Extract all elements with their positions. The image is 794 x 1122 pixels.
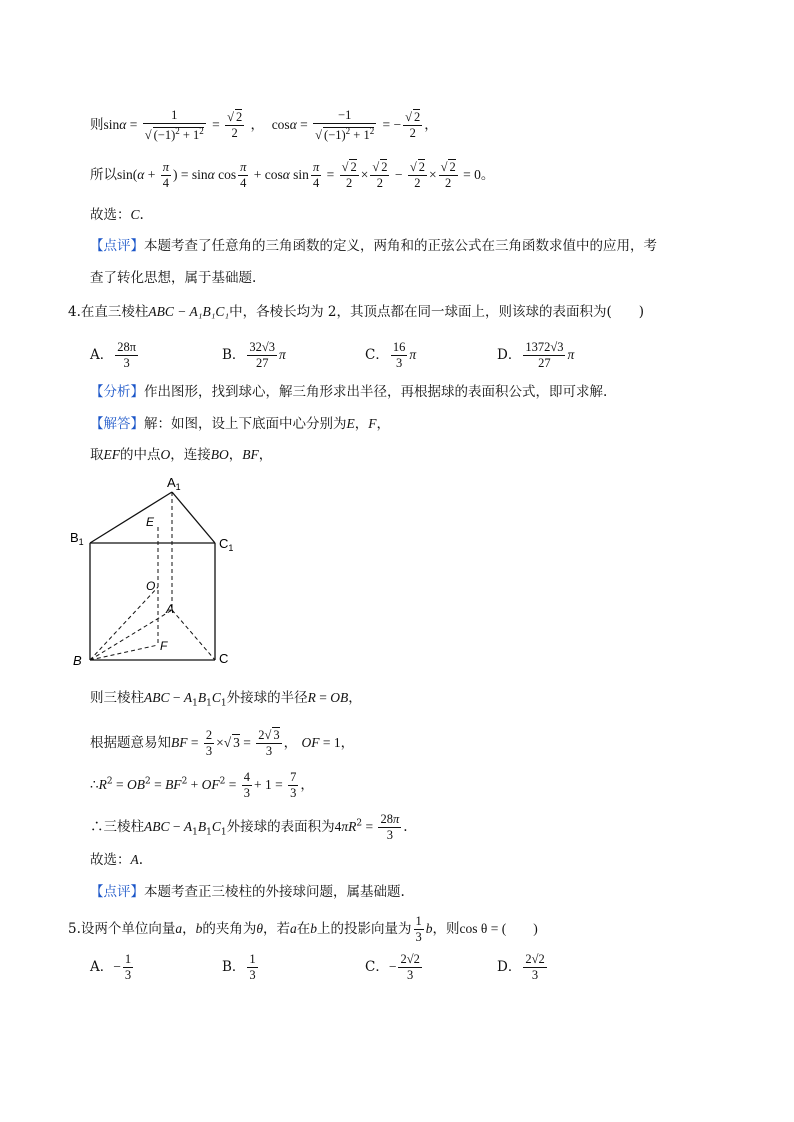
- q5-option-d[interactable]: [497, 952, 549, 983]
- label-e: E: [146, 515, 155, 529]
- option-label: C．: [365, 347, 389, 363]
- fraction: $\frac{1}{√ (-1)^2 + 1^2}$: [144, 108, 204, 143]
- question-number: 4.: [68, 304, 81, 320]
- prism-figure: [60, 470, 250, 675]
- text: 解：如图，设上下底面中心分别为: [144, 416, 347, 432]
- solution-tag: 【解答】: [90, 416, 144, 432]
- option-label: B．: [222, 959, 246, 975]
- comment-1-cont: [90, 268, 256, 288]
- option-label: B．: [222, 347, 246, 363]
- text: .: [138, 852, 144, 868]
- fraction: $\frac{2√ 3}{3}$: [258, 728, 280, 758]
- solution-line-sin-cos: 则sinα = $\frac{1}{√ (-1)^2 + 1^2}$ = $\frac{√ 2}{2}$ ， cosα = $\frac{-1}{√ (-1)^2 + 1^2}$ = − $\frac{√ 2}{2}$ ，: [90, 108, 438, 143]
- text: 则: [90, 117, 104, 134]
- solution-line-sum-formula: 所以sin(α + $\frac{\pi}{4}$ ) = sinα cos $\frac{\pi}{4}$ + cosα sin $\frac{\pi}{4}$ = $\frac{√ 2}{2}$ × $\frac{√ 2}{2}$ − $\frac{√ 2}{2}$ × $\frac{√ 2}{2}$ = 0。: [90, 160, 495, 190]
- text: ，连接: [170, 447, 211, 463]
- comment-1: [90, 236, 657, 256]
- q5-option-a[interactable]: [90, 952, 135, 983]
- vector-a: a: [175, 921, 183, 936]
- text: ，若: [263, 921, 291, 937]
- analysis: [90, 382, 607, 402]
- q4-option-d[interactable]: [497, 340, 574, 371]
- option-numerator: 1: [124, 952, 132, 966]
- q4-option-b[interactable]: [222, 340, 286, 371]
- text: ，则: [432, 921, 460, 937]
- option-denominator: 3: [249, 968, 256, 982]
- option-label: D．: [497, 347, 522, 363]
- option-denominator: 3: [531, 968, 539, 982]
- fraction: $\frac{\pi}{4}$: [162, 160, 169, 190]
- text: ，: [376, 416, 390, 432]
- text: 外接球的半径: [226, 690, 308, 706]
- fraction: $\frac{7}{3}$: [290, 770, 297, 800]
- radius-line: 则三棱柱ABC − $A_1B_1C_1$外接球的半径R = OB，: [90, 690, 362, 709]
- fraction: $\frac{√ 2}{2}$: [372, 160, 388, 190]
- label-c1: $C_1$: [219, 536, 234, 553]
- option-numerator: 16: [392, 340, 406, 354]
- option-label: A．: [90, 347, 114, 363]
- bf-line: 根据题意易知BF = $\frac{2}{3}$ ×√ 3 = $\frac{2√ 3}{3}$ ， OF = 1，: [90, 728, 355, 758]
- analysis-tag: 【分析】: [90, 384, 144, 400]
- option-numerator: 2√2: [525, 952, 545, 966]
- fraction: $\frac{√ 2}{2}$: [405, 110, 421, 141]
- question-number: 5.: [68, 921, 81, 937]
- text: .: [139, 207, 144, 223]
- solution-intro: [90, 414, 390, 434]
- text: 故选：: [90, 852, 131, 868]
- fraction: $\frac{28\pi}{3}$: [380, 812, 400, 842]
- text: 上的投影向量为: [317, 921, 412, 937]
- q5-option-c[interactable]: [365, 952, 424, 983]
- segment-bo: BO: [210, 447, 229, 462]
- text: 则三棱柱: [90, 690, 144, 706]
- option-denominator: 3: [123, 356, 130, 370]
- therefore: ∴: [90, 819, 104, 835]
- option-tail: π: [279, 347, 286, 362]
- text: 查了转化思想，属于基础题.: [90, 270, 257, 286]
- option-label: C．: [365, 959, 389, 975]
- angle-theta: θ: [256, 921, 264, 936]
- point-o: O: [160, 447, 171, 462]
- option-numerator: 32√3: [249, 340, 276, 354]
- fraction: $\frac{√ 2}{2}$: [341, 160, 357, 190]
- option-denominator: 3: [124, 968, 132, 982]
- text: 本题考查正三棱柱的外接球问题，属基础题.: [144, 884, 405, 900]
- comment-tag: 【点评】: [90, 238, 144, 254]
- option-label: D．: [497, 959, 522, 975]
- option-denominator: 3: [407, 968, 414, 982]
- fraction: $\frac{\pi}{4}$: [240, 160, 247, 190]
- text: ，: [354, 416, 369, 432]
- text: 的夹角为: [202, 921, 257, 937]
- text: 的中点: [120, 447, 161, 463]
- text: ，: [250, 117, 265, 134]
- label-b1: $B_1$: [70, 530, 84, 547]
- option-tail: π: [409, 347, 417, 362]
- label-a: A: [166, 602, 175, 616]
- fraction: $\frac{4}{3}$: [243, 770, 251, 800]
- text: ，: [182, 921, 196, 937]
- solution-midpoint: [90, 445, 272, 465]
- label-o: O: [146, 579, 156, 593]
- fraction: $\frac{√ 2}{2}$: [440, 160, 456, 190]
- q4-option-c[interactable]: [365, 340, 416, 371]
- answer-line-1: [90, 205, 144, 225]
- option-denominator: 27: [255, 356, 269, 370]
- cos-theta: cos θ = ( ): [459, 921, 538, 936]
- option-numerator: 28π: [117, 340, 137, 354]
- text: ，: [228, 447, 243, 463]
- text: 所以: [90, 167, 117, 183]
- option-numerator: 2√2: [400, 952, 420, 966]
- option-denominator: 27: [538, 356, 551, 370]
- label-c: C: [219, 651, 229, 666]
- fraction: $\frac{1}{3}$: [415, 914, 422, 944]
- fraction: $\frac{√ 2}{2}$: [227, 110, 243, 141]
- option-numerator: 1372√3: [525, 340, 564, 354]
- text: ，: [258, 447, 273, 463]
- prism-name: ABC − A₁B₁C₁: [148, 304, 230, 319]
- text: 作出图形，找到球心，解三角形求出半径，再根据球的表面积公式，即可求解.: [144, 384, 608, 400]
- fraction: $\frac{\pi}{4}$: [312, 160, 320, 190]
- text: 设两个单位向量: [80, 921, 176, 937]
- option-tail: π: [567, 347, 575, 362]
- text: 。: [480, 167, 495, 183]
- surface-area-line: ∴三棱柱ABC − $A_1B_1C_1$外接球的表面积为$4\pi R^2$ = $\frac{28\pi}{3}$ .: [90, 812, 408, 842]
- question-4: [68, 302, 644, 322]
- label-f: F: [160, 639, 168, 653]
- comment-tag: 【点评】: [90, 884, 144, 900]
- answer-line-2: [90, 850, 143, 870]
- segment-bf: BF: [242, 447, 259, 462]
- answer: A: [130, 852, 139, 867]
- option-denominator: 3: [395, 356, 403, 370]
- option-sign: −: [113, 959, 121, 974]
- fraction: $\frac{-1}{√ (-1)^2 + 1^2}$: [315, 108, 375, 143]
- text: 本题考查了任意角的三角函数的定义，两角和的正弦公式在三角函数求值中的应用，考: [144, 238, 657, 254]
- r-squared-line: $\therefore R^2 = OB^2 = BF^2 + OF^2$ = $\frac{4}{3}$ + 1 = $\frac{7}{3}$ ，: [90, 770, 314, 800]
- comment-2: [90, 882, 405, 902]
- segment-ef: EF: [103, 447, 120, 462]
- label-b: B: [73, 653, 82, 668]
- text: 取: [90, 447, 104, 463]
- text: 外接球的表面积为: [226, 819, 335, 835]
- point-e: E: [346, 416, 355, 431]
- therefore: ∴: [90, 777, 99, 793]
- text: 中，各棱长均为 2，其顶点都在同一球面上，则该球的表面积为( ): [229, 304, 645, 320]
- text: ，: [424, 117, 438, 134]
- label-a1: $A_1$: [167, 475, 181, 492]
- fraction: $\frac{2}{3}$: [205, 728, 213, 758]
- fraction: $\frac{√ 2}{2}$: [409, 160, 425, 190]
- vector-b: b: [195, 921, 203, 936]
- q4-option-a[interactable]: [90, 340, 140, 371]
- text: 三棱柱: [103, 819, 144, 835]
- q5-option-b[interactable]: [222, 952, 260, 983]
- option-numerator: 1: [249, 952, 256, 966]
- text: 根据题意易知: [90, 735, 171, 751]
- point-f: F: [368, 416, 377, 431]
- text: 故选：: [90, 207, 131, 223]
- question-5: 5.设两个单位向量a，b的夹角为θ，若a在b上的投影向量为 $\frac{1}{3}$ b，则cos θ = ( ): [68, 914, 538, 944]
- text: 在: [296, 921, 311, 937]
- option-sign: −: [388, 959, 397, 974]
- option-label: A．: [90, 959, 114, 975]
- answer: C: [130, 207, 140, 222]
- text: 在直三棱柱: [80, 304, 149, 320]
